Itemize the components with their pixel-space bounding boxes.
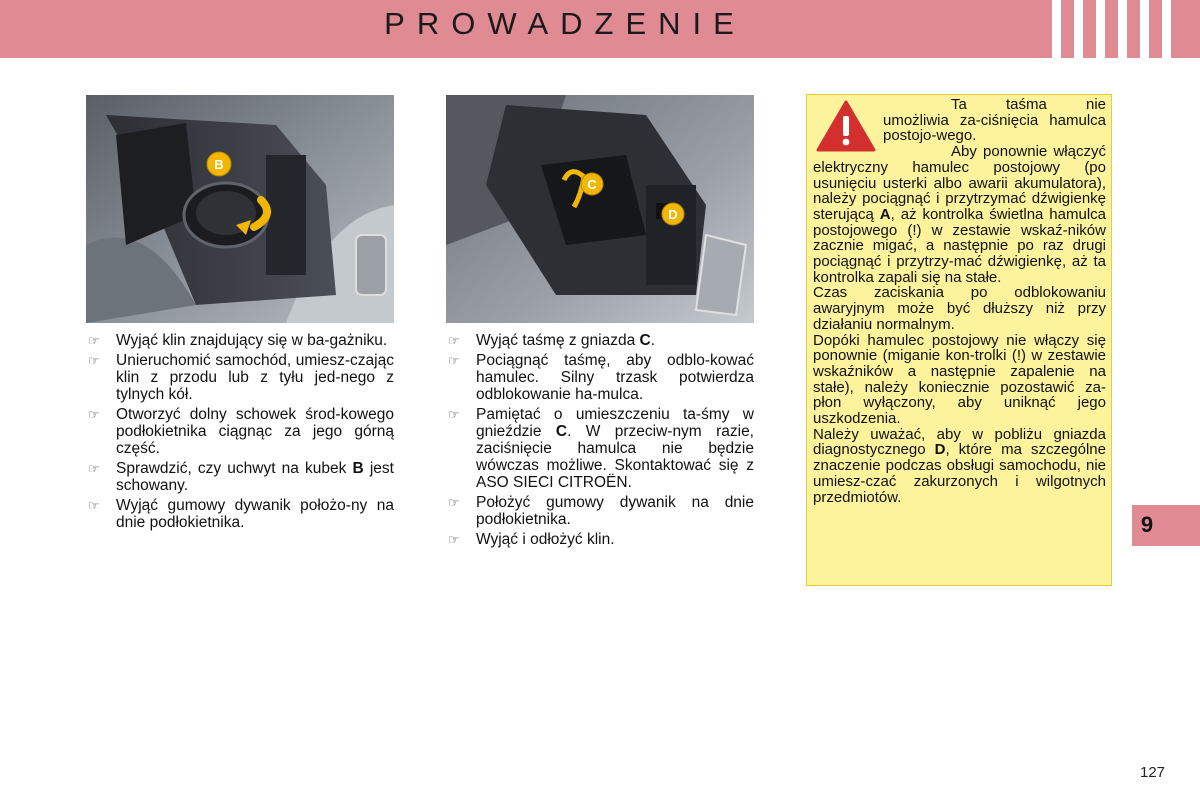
instruction-item: [446, 332, 754, 349]
warning-triangle-icon: [815, 99, 877, 153]
text-run: Wyjąć klin znajdujący się w ba-gażniku.: [116, 332, 388, 349]
photo-strap-socket: [446, 95, 754, 323]
instruction-item: [86, 332, 394, 349]
text-run: Czas zaciskania po odblokowaniu awaryjnym może być dłuższy niż przy działaniu normalnym.: [813, 284, 1106, 333]
instruction-item: [86, 497, 394, 531]
warning-text: [813, 97, 1106, 505]
middle-instruction-list: [446, 332, 754, 548]
callout-b: B: [214, 157, 224, 172]
instruction-item: [86, 460, 394, 494]
bold-reference: A: [879, 205, 891, 223]
middle-instructions: [446, 332, 754, 551]
text-run: . W przeciw-nym razie, zaciśnięcie hamulca nie będzie wówczas możliwe. Skontaktować się z ASO SIECI CITROËN.: [476, 423, 754, 491]
text-run: Wyjąć taśmę z gniazda: [476, 332, 640, 349]
warning-paragraph: [813, 285, 1106, 332]
warning-box: [806, 94, 1112, 586]
photo-armrest-cupholder: [86, 95, 394, 323]
page-title: PROWADZENIE: [384, 6, 746, 41]
instruction-item: [86, 406, 394, 457]
text-run: .: [650, 332, 656, 349]
text-run: Otworzyć dolny schowek środ-kowego podłokietnika ciągnąc za jego górną część.: [116, 406, 394, 457]
text-run: , aż kontrolka świetlna hamulca postojowego (!) w zestawie wskaź-ników zacznie migać, a następnie po raz drugi pociągnąć i przytrzy-mać dźwigienkę, aż ta kontrolka zapali się na stałe.: [813, 205, 1106, 286]
chapter-tab[interactable]: [1132, 505, 1200, 546]
warning-paragraph: [813, 427, 1106, 506]
pointing-hand-icon: ☞: [88, 353, 100, 368]
chapter-number: 9: [1140, 512, 1154, 537]
warning-paragraph: [813, 333, 1106, 427]
callout-d: D: [668, 207, 678, 222]
text-run: Wyjąć i odłożyć klin.: [476, 531, 615, 548]
text-run: Ta taśma nie umożliwia za-ciśnięcia hamulca postojo-wego.: [883, 96, 1106, 145]
page-header: [0, 0, 1200, 58]
text-run: Pamiętać o umieszczeniu ta-śmy w gnieździe: [476, 406, 754, 440]
text-run: Położyć gumowy dywanik na dnie podłokietnika.: [476, 494, 754, 528]
instruction-item: [446, 494, 754, 528]
pointing-hand-icon: ☞: [88, 461, 100, 476]
bold-reference: C: [555, 423, 568, 440]
text-run: Sprawdzić, czy uchwyt na kubek: [116, 460, 353, 477]
text-run: Dopóki hamulec postojowy nie włączy się ponownie (miganie kon-trolki (!) w zestawie wskaźników a następnie zapalenie na stałe), należy koniecznie pozostawić za-płon wyłączony, aby uniknąć jego uszkodzenia.: [813, 331, 1106, 428]
bold-reference: B: [352, 460, 364, 477]
instruction-item: [446, 406, 754, 491]
callout-c: C: [587, 177, 597, 192]
pointing-hand-icon: ☞: [88, 333, 100, 348]
left-instructions: [86, 332, 394, 534]
text-run: Wyjąć gumowy dywanik położo-ny na dnie podłokietnika.: [116, 497, 394, 531]
instruction-item: [86, 352, 394, 403]
page-number: 127: [1140, 764, 1166, 781]
pointing-hand-icon: ☞: [448, 407, 460, 422]
pointing-hand-icon: ☞: [88, 407, 100, 422]
text-run: , które ma szczególne znaczenie podczas obsługi samochodu, nie umiesz-czać zakurzonych i wilgotnych przedmiotów.: [813, 441, 1106, 506]
instruction-item: [446, 531, 754, 548]
text-run: Unieruchomić samochód, umiesz-czając klin z przodu lub z tyłu jed-nego z tylnych kół.: [116, 352, 394, 403]
pointing-hand-icon: ☞: [448, 353, 460, 368]
instruction-item: [446, 352, 754, 403]
text-run: Aby ponownie włączyć elektryczny hamulec postojowy (po usunięciu usterki albo awarii akumulatora), należy pociągnąć i przytrzymać dźwigienkę sterującą: [813, 143, 1106, 223]
pointing-hand-icon: ☞: [448, 333, 460, 348]
text-run: Pociągnąć taśmę, aby odblo-kować hamulec. Silny trzask potwierdza odblokowanie ha-mulca.: [476, 352, 754, 403]
header-stripes: [1052, 0, 1200, 58]
bold-reference: C: [639, 332, 651, 349]
pointing-hand-icon: ☞: [88, 498, 100, 513]
bold-reference: D: [934, 441, 946, 459]
text-run: Należy uważać, aby w pobliżu gniazda diagnostycznego: [813, 425, 1106, 459]
warning-paragraph: [813, 144, 1106, 285]
text-run: jest schowany.: [116, 460, 394, 494]
left-instruction-list: [86, 332, 394, 531]
pointing-hand-icon: ☞: [448, 532, 460, 547]
pointing-hand-icon: ☞: [448, 495, 460, 510]
